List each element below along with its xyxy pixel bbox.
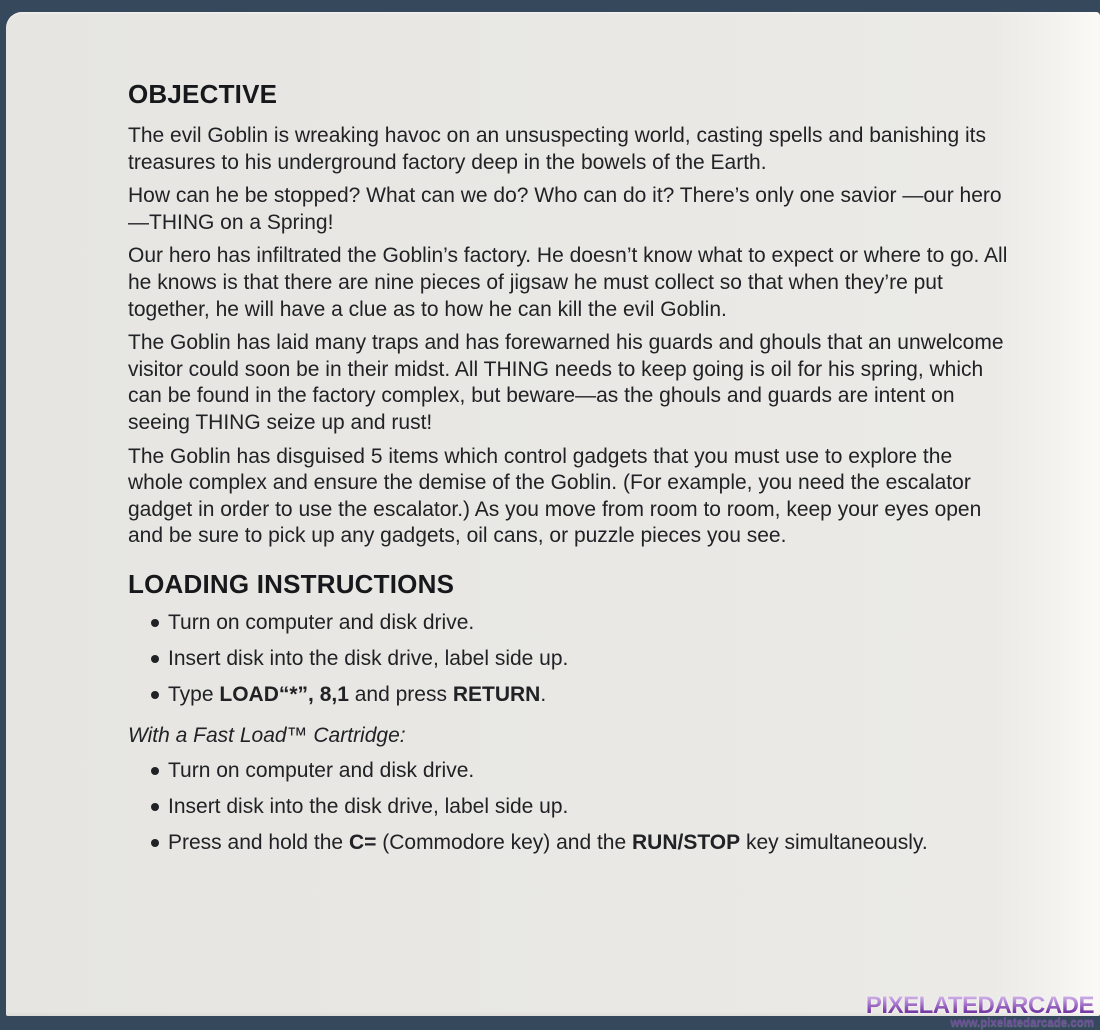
list-item xyxy=(128,610,1012,637)
text-run: Press and hold the xyxy=(168,831,349,855)
text-run: The Goblin has laid many traps and has forewarned his guards and ghouls that an unwelcome visitor could soon be in their midst. All THING needs to keep going is oil for his spring, which can be found in the factory complex, but beware—as the ghouls and guards are intent on seeing THING seize up and rust! xyxy=(128,331,1004,434)
bullet-dot xyxy=(151,803,159,811)
list-item xyxy=(128,794,1012,821)
text-run: key simultaneously. xyxy=(740,831,928,855)
list-item-text xyxy=(168,611,474,634)
list-item-text xyxy=(168,759,474,782)
list-item xyxy=(128,682,1012,709)
text-run: Turn on computer and disk drive. xyxy=(168,610,475,634)
text-run: Our hero has infiltrated the Goblin’s factory. He doesn’t know what to expect or where to go. All he knows is that there are nine pieces of jigsaw he must collect so that when they’re put together, he will have a clue as to how he can kill the evil Goblin. xyxy=(128,244,1008,321)
paper-sheet xyxy=(6,12,1100,1019)
text-run: Type xyxy=(168,683,220,707)
list-item xyxy=(128,646,1012,673)
bullet-dot xyxy=(151,655,159,663)
text-run: . xyxy=(540,683,547,707)
loading-instructions-heading: LOADING INSTRUCTIONS xyxy=(128,568,455,599)
objective-paragraphs xyxy=(128,123,1012,550)
list-item-text xyxy=(168,647,568,670)
fastload-subheading xyxy=(128,723,1012,750)
text-run: and press xyxy=(348,683,453,707)
bullet-dot xyxy=(151,619,159,627)
bullet-dot xyxy=(151,691,159,699)
text-run: Insert disk into the disk drive, label side up. xyxy=(168,795,569,819)
text-run: The evil Goblin is wreaking havoc on an unsuspecting world, casting spells and banishing its treasures to his underground factory deep in the bowels of the Earth. xyxy=(128,124,986,174)
paragraph xyxy=(128,123,1012,176)
paragraph xyxy=(128,243,1012,323)
list-item-text xyxy=(168,795,568,818)
text-run: With a Fast Load™ Cartridge: xyxy=(128,723,406,747)
text-run: RUN/STOP xyxy=(632,831,741,855)
text-run: Insert disk into the disk drive, label side up. xyxy=(168,647,569,670)
watermark xyxy=(865,992,1094,1029)
watermark-logo: PIXELATEDARCADE xyxy=(865,992,1094,1019)
loading-steps-list xyxy=(128,610,1012,709)
text-run: The Goblin has disguised 5 items which control gadgets that you must use to explore the whole complex and ensure the demise of the Goblin. (For example, you need the escalator gadget in order to use the escalator.) As you move from room to room, keep your eyes open and be sure to pick up any gadgets, oil cans, or puzzle pieces you see. xyxy=(128,444,982,548)
list-item xyxy=(128,758,1012,785)
text-run: RETURN xyxy=(452,683,541,707)
objective-heading: OBJECTIVE xyxy=(128,79,278,109)
list-item xyxy=(128,830,1012,857)
manual-content xyxy=(128,78,1012,867)
text-run: How can he be stopped? What can we do? Who can do it? There’s only one savior —our hero—THING on a Spring! xyxy=(128,184,1002,234)
text-run: LOAD“*”, xyxy=(219,683,314,707)
list-item-text xyxy=(168,683,546,706)
bullet-dot xyxy=(151,767,159,775)
text-run: 8,1 xyxy=(319,683,349,707)
paragraph xyxy=(128,330,1012,436)
text-run: Turn on computer and disk drive. xyxy=(168,759,475,783)
paragraph xyxy=(128,444,1012,550)
fastload-steps-list xyxy=(128,758,1012,857)
text-run: C= xyxy=(348,831,377,855)
text-run: (Commodore key) and the xyxy=(376,831,632,855)
bullet-dot xyxy=(151,839,159,847)
list-item-text xyxy=(168,831,928,854)
watermark-url: www.pixelatedarcade.com xyxy=(950,1017,1094,1029)
paragraph xyxy=(128,183,1012,236)
